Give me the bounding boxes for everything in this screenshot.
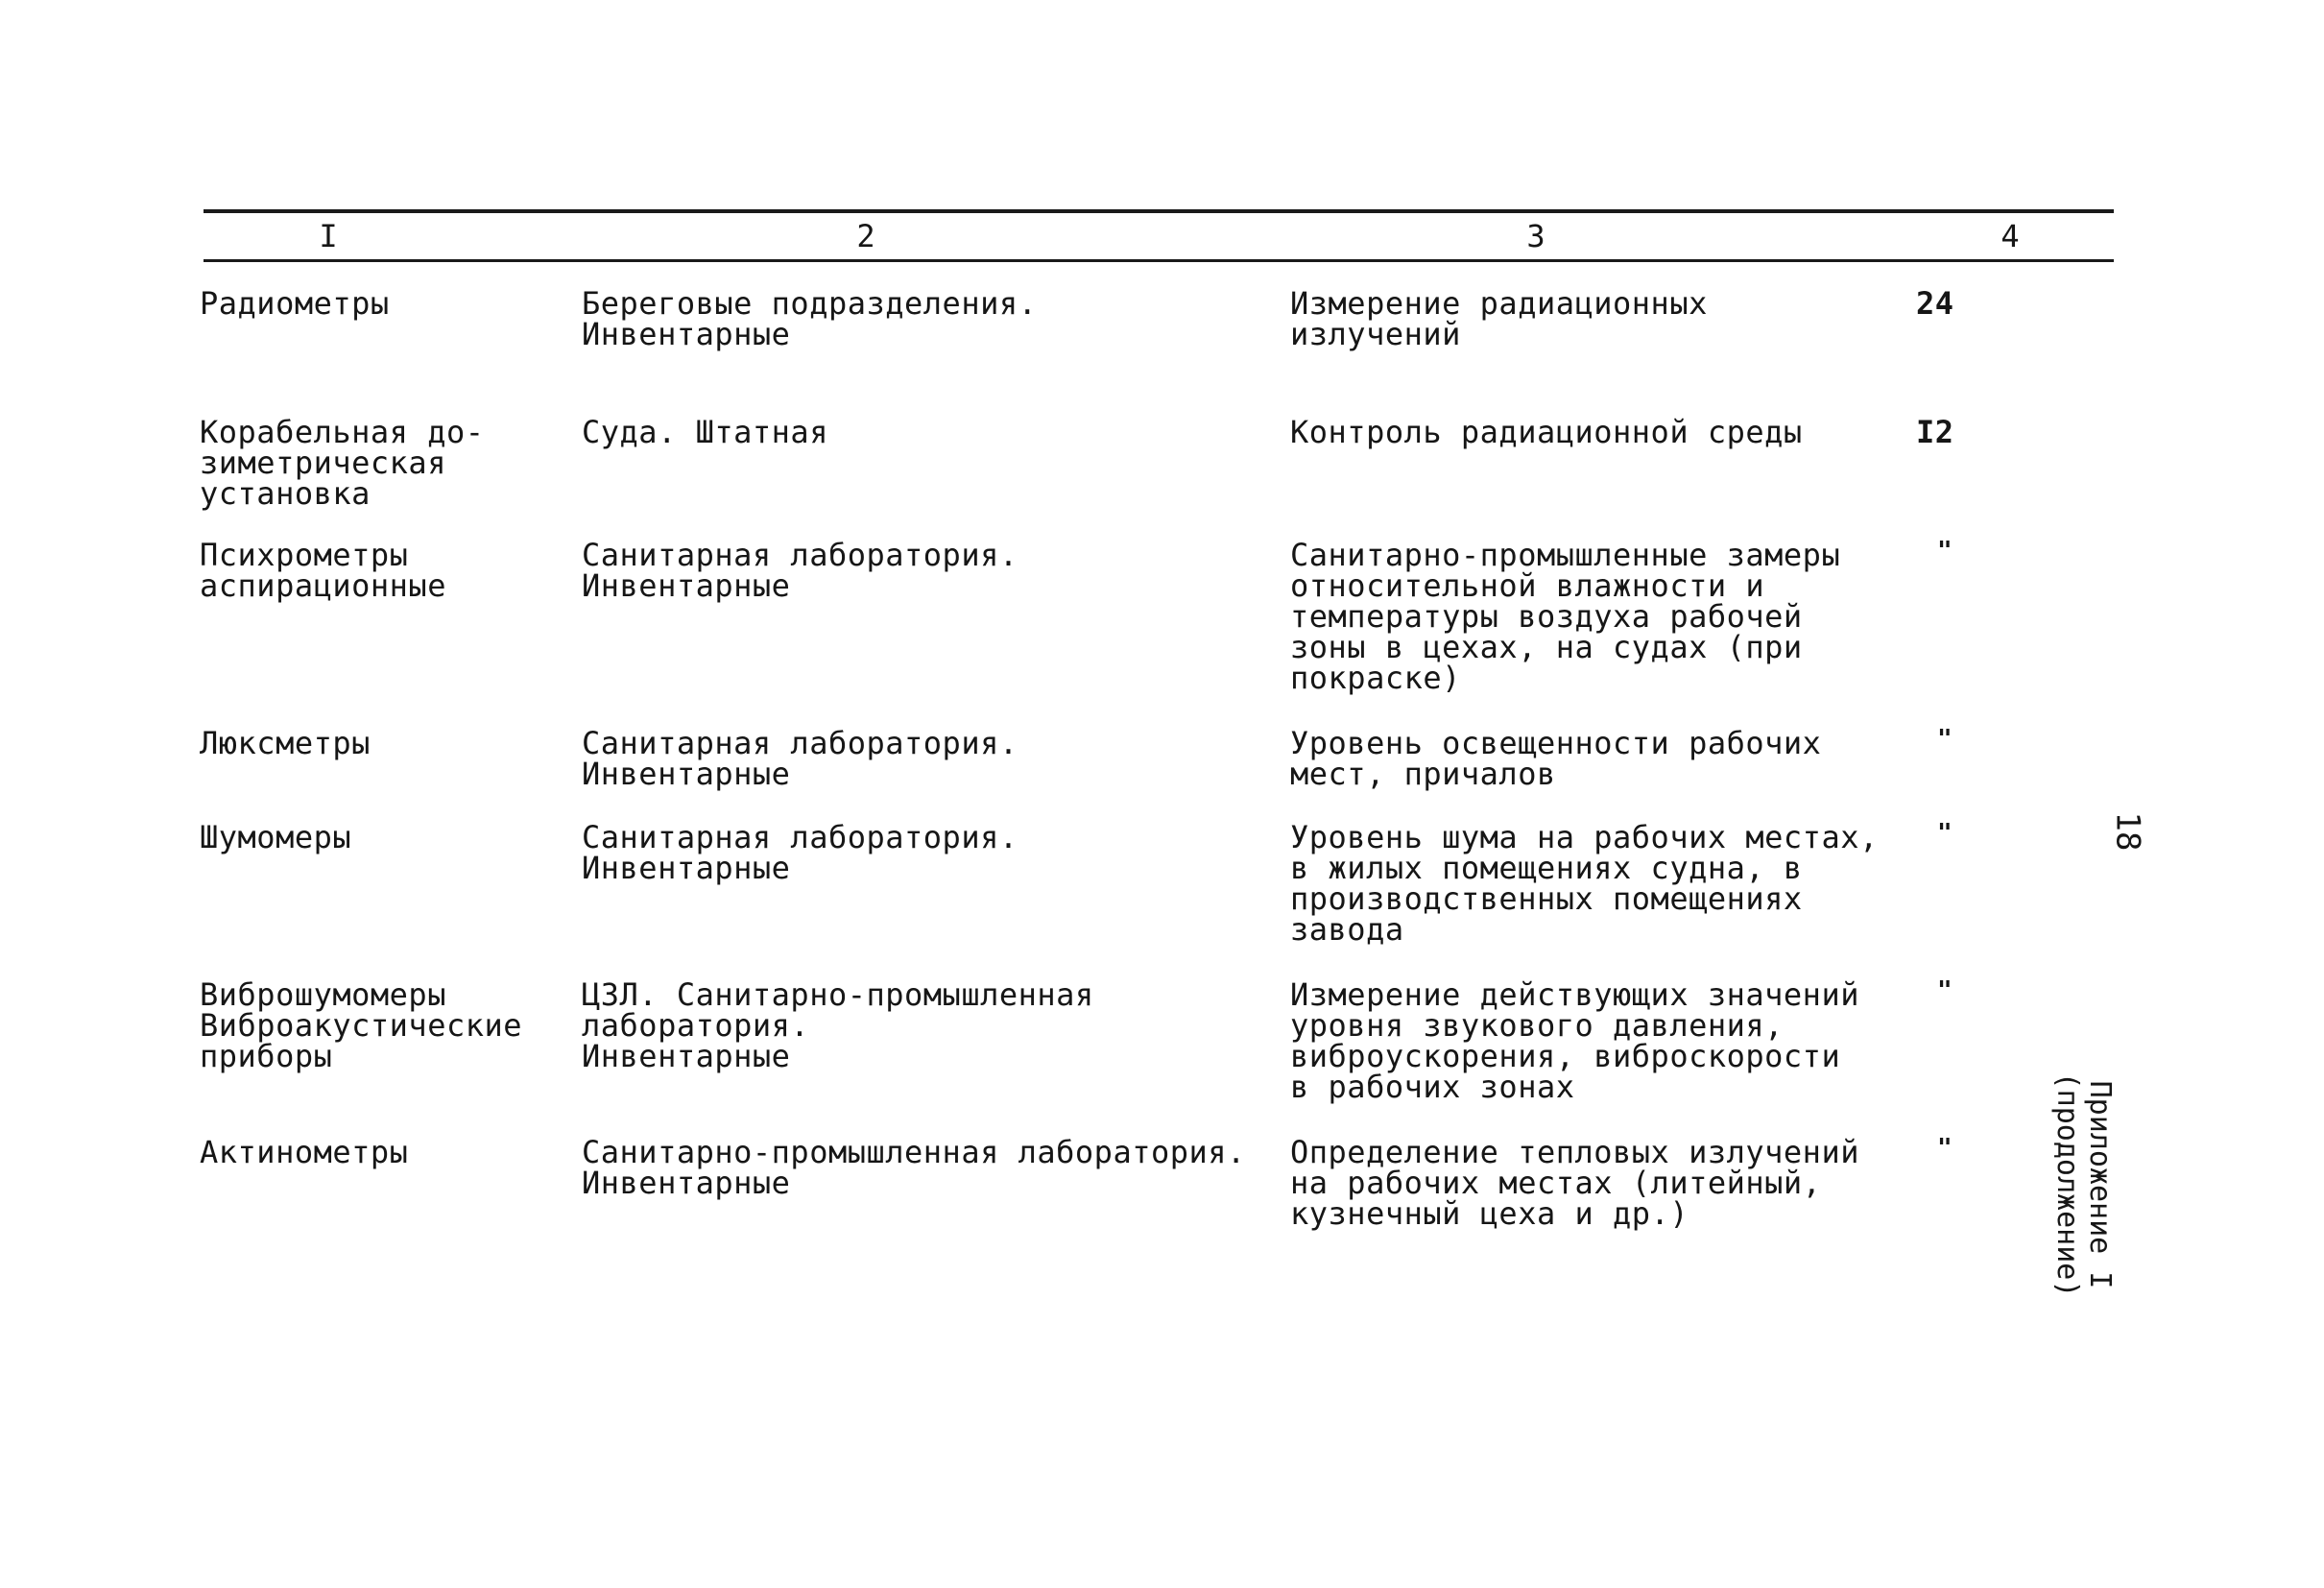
column-header-4: 4 <box>2001 218 2020 254</box>
table-top-rule <box>204 209 2114 213</box>
row-3-purpose: Санитарно-промышленные замеры относительной влажности и температуры воздуха рабочей зоны в цехах, на судах (при покраске) <box>1290 537 1841 696</box>
row-5-location: Санитарная лаборатория. Инвентарные <box>582 819 1018 886</box>
column-header-3: 3 <box>1526 218 1545 254</box>
page-number: 18 <box>2108 811 2147 852</box>
row-7-purpose: Определение тепловых излучений на рабочих местах (литейный, кузнечный цеха и др.) <box>1290 1134 1859 1232</box>
row-1-count: 24 <box>1916 285 1954 322</box>
row-5-instrument: Шумомеры <box>200 819 352 855</box>
row-1-instrument: Радиометры <box>200 285 390 322</box>
row-2-location: Суда. Штатная <box>582 414 828 450</box>
row-4-purpose: Уровень освещенности рабочих мест, причалов <box>1290 725 1822 792</box>
row-7-instrument: Актинометры <box>200 1134 409 1170</box>
row-4-instrument: Люксметры <box>200 725 371 761</box>
row-7-location: Санитарно-промышленная лаборатория. Инвентарные <box>582 1134 1246 1201</box>
column-header-2: 2 <box>856 218 875 254</box>
row-3-location: Санитарная лаборатория. Инвентарные <box>582 537 1018 604</box>
row-5-count: " <box>1937 819 1953 848</box>
column-header-1: I <box>319 218 338 254</box>
row-6-purpose: Измерение действующих значений уровня звукового давления, виброускорения, виброскорости в рабочих зонах <box>1290 976 1859 1105</box>
row-7-count: " <box>1937 1134 1953 1163</box>
row-6-instrument: Виброшумомеры Виброакустические приборы <box>200 976 523 1074</box>
row-2-instrument: Корабельная до- зиметрическая установка <box>200 414 485 512</box>
row-2-count: I2 <box>1916 414 1954 450</box>
row-1-purpose: Измерение радиационных излучений <box>1290 285 1708 352</box>
row-6-count: " <box>1937 976 1953 1005</box>
row-6-location: ЦЗЛ. Санитарно-промышленная лаборатория. Инвентарные <box>582 976 1094 1074</box>
row-3-count: " <box>1937 537 1953 565</box>
appendix-label: Приложение I (продолжение) <box>2050 1071 2117 1298</box>
row-5-purpose: Уровень шума на рабочих местах, в жилых помещениях судна, в производственных помещениях завода <box>1290 819 1879 948</box>
table-header-rule <box>204 259 2114 262</box>
row-4-location: Санитарная лаборатория. Инвентарные <box>582 725 1018 792</box>
row-2-purpose: Контроль радиационной среды <box>1290 414 1803 450</box>
row-3-instrument: Психрометры аспирационные <box>200 537 446 604</box>
row-4-count: " <box>1937 725 1953 754</box>
row-1-location: Береговые подразделения. Инвентарные <box>582 285 1038 352</box>
